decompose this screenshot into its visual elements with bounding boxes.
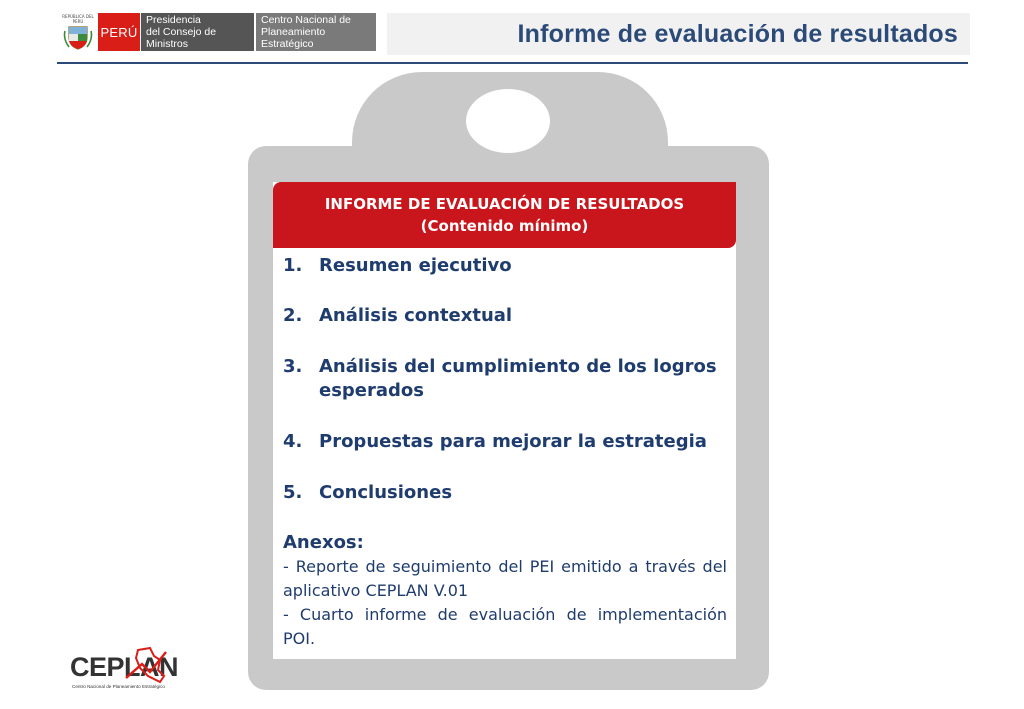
- pcm-logo: [140, 13, 254, 51]
- list-item-text: Análisis del cumplimiento de los logros esperados: [319, 356, 717, 401]
- list-item-number: 1.: [283, 255, 303, 276]
- list-item-number: 2.: [283, 305, 303, 326]
- list-item: [283, 254, 512, 278]
- list-item-number: 5.: [283, 482, 303, 503]
- report-header-title: INFORME DE EVALUACIÓN DE RESULTADOS: [324, 195, 685, 213]
- title-divider: [57, 62, 968, 64]
- ceplan-footer-logo: [70, 646, 179, 692]
- list-item-number: 4.: [283, 431, 303, 452]
- clipboard-clip-hole: [466, 89, 550, 153]
- annex-item: - Reporte de seguimiento del PEI emitido a través del aplicativo CEPLAN V.01: [283, 557, 727, 600]
- report-header: [273, 182, 736, 248]
- ceplan-header-logo: [254, 13, 376, 51]
- list-item-text: Resumen ejecutivo: [319, 255, 512, 276]
- list-item-text: Conclusiones: [319, 482, 453, 503]
- list-item-number: 3.: [283, 356, 303, 377]
- report-header-subtitle: (Contenido mínimo): [420, 217, 589, 235]
- list-item-text: Propuestas para mejorar la estrategia: [319, 431, 707, 452]
- list-item: [283, 430, 707, 454]
- pcm-line1: Presidencia: [146, 14, 201, 26]
- shield-icon: [63, 21, 93, 51]
- peru-map-icon: [120, 646, 170, 686]
- coat-of-arms-logo: [58, 13, 98, 51]
- list-item: [283, 355, 727, 403]
- coat-of-arms-caption: REPÚBLICA DEL PERÚ: [62, 14, 94, 24]
- list-item: [283, 481, 452, 505]
- page-title: Informe de evaluación de resultados: [517, 19, 958, 48]
- peru-label: PERÚ: [98, 13, 140, 51]
- annexes-section: [283, 531, 727, 651]
- annexes-title: Anexos:: [283, 532, 364, 553]
- pcm-line2: del Consejo de Ministros: [146, 26, 217, 50]
- title-bar: [387, 13, 970, 55]
- annex-item: - Cuarto informe de evaluación de implementación POI.: [283, 605, 727, 648]
- list-item-text: Análisis contextual: [319, 305, 513, 326]
- ceplan-line1: Centro Nacional de: [261, 14, 351, 26]
- ceplan-logo-subtitle: Centro Nacional de Planeamiento Estratégico: [72, 684, 165, 689]
- ceplan-line2: Planeamiento Estratégico: [261, 26, 326, 50]
- list-item: [283, 304, 512, 328]
- ceplan-logo-word: CEPLAN: [70, 652, 179, 682]
- government-logo-strip: [58, 13, 376, 51]
